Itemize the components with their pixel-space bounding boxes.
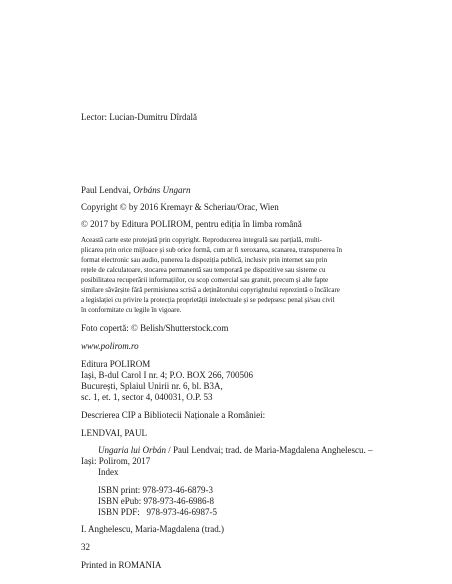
original-author: Paul Lendvai,: [81, 185, 134, 195]
legal-notice-line: plicarea prin orice mijloace și sub orice formă, cum ar fi xeroxarea, scanarea, transpunerea în: [81, 246, 343, 254]
legal-notice-line: în conformitate cu legile în vigoare.: [81, 306, 182, 314]
publisher-line: sc. 1, et. 1, sector 4, 040031, O.P. 53: [81, 392, 213, 402]
legal-notice-line: rețele de calculatoare, stocarea permanentă sau temporară pe dispozitive sau sisteme cu: [81, 266, 326, 274]
copyright-original: Copyright © by 2016 Kremayr & Scheriau/Orac, Wien: [81, 202, 279, 212]
legal-notice-line: a legislației cu privire la protecția proprietății intelectuale și se pedepsesc penal și/sau civil: [81, 296, 335, 304]
legal-notice-line: format electronic sau audio, punerea la dispoziția publică, inclusiv prin internet sau prin: [81, 256, 328, 264]
translator-line: I. Anghelescu, Maria-Magdalena (trad.): [81, 524, 224, 534]
website-link[interactable]: www.polirom.ro: [81, 341, 139, 351]
cip-author: LENDVAI, PAUL: [81, 428, 148, 438]
publisher-line: Editura POLIROM: [81, 359, 151, 369]
original-title-line: [81, 185, 191, 196]
publisher-line: Iași, B-dul Carol I nr. 4; P.O. BOX 266, 700506: [81, 370, 253, 380]
isbn-pdf: ISBN PDF: 978-973-46-6987-5: [98, 507, 218, 517]
legal-notice-line: posibilitatea recuperării informațiilor, cu scop comercial sau gratuit, precum și alte fapte: [81, 276, 329, 284]
copyright-romanian: © 2017 by Editura POLIROM, pentru ediția în limba română: [81, 219, 302, 229]
isbn-epub: ISBN ePub: 978-973-46-6986-8: [98, 496, 214, 506]
cip-title-rest: / Paul Lendvai; trad. de Maria-Magdalena Anghelescu. –: [166, 445, 373, 455]
legal-notice-line: Această carte este protejată prin copyright. Reproducerea integrală sau parțială, multi-: [81, 236, 323, 244]
legal-notice-line: similare săvârșite fără permisiunea scrisă a deținătorului copyrightului reprezintă o încălcare: [81, 286, 340, 294]
cip-title-line: [98, 445, 372, 456]
lector-line: Lector: Lucian-Dumitru Dîrdală: [81, 112, 197, 122]
printed-in: Printed in ROMANIA: [81, 560, 162, 570]
cip-heading: Descrierea CIP a Bibliotecii Naționale a României:: [81, 410, 266, 420]
cip-publication: Iași: Polirom, 2017: [81, 456, 151, 466]
cip-title: Ungaria lui Orbán: [98, 445, 167, 455]
isbn-print: ISBN print: 978-973-46-6879-3: [98, 485, 213, 495]
original-title: Orbáns Ungarn: [133, 185, 191, 195]
publisher-line: București, Splaiul Unirii nr. 6, bl. B3A,: [81, 381, 223, 391]
cover-photo-credit: Foto copertă: © Belish/Shutterstock.com: [81, 323, 229, 333]
cip-index: Index: [98, 467, 119, 477]
classification-number: 32: [81, 542, 90, 552]
